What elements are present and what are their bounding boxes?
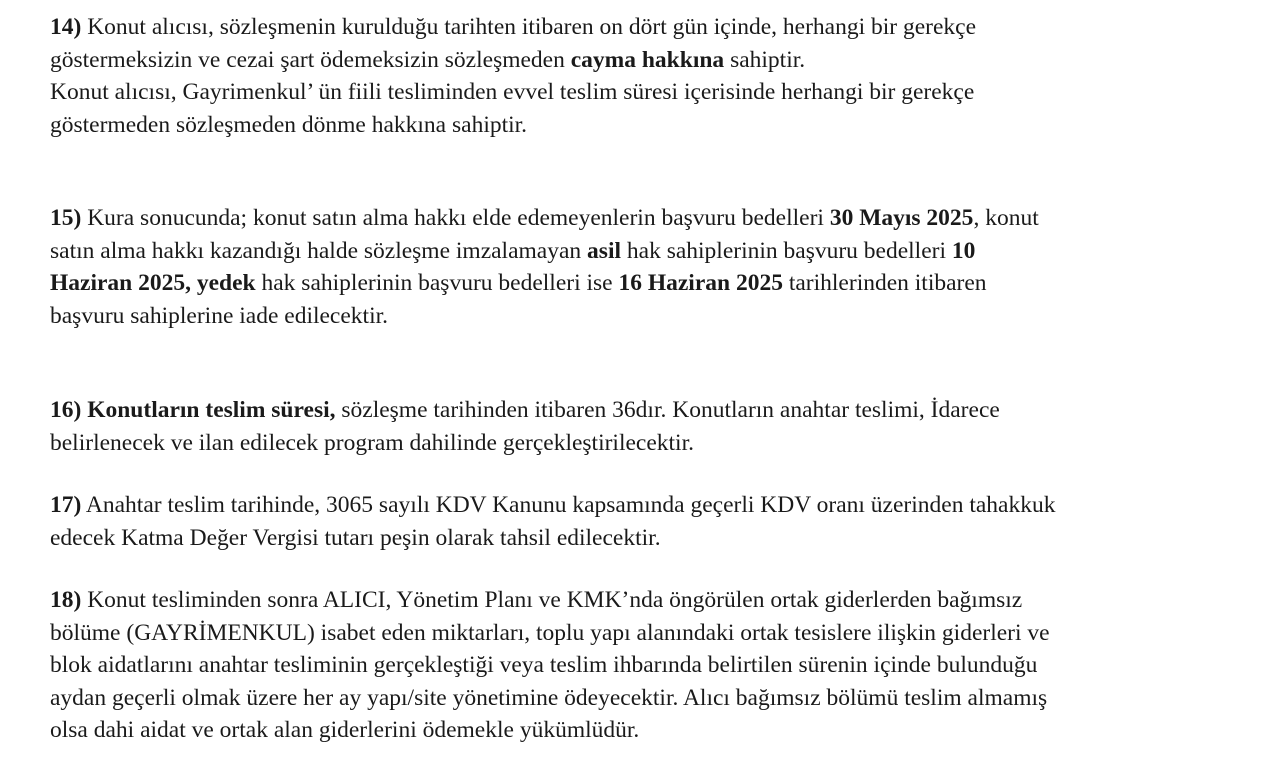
clause-17 xyxy=(50,489,1250,554)
clause-15-text-4: hak sahiplerinin başvuru bedelleri xyxy=(621,237,952,264)
clause-17-text-1: Anahtar teslim tarihinde, 3065 sayılı KDV Kanunu kapsamında geçerli KDV oranı üzerinden tahakkuk xyxy=(81,492,1056,518)
clause-17-text-2: edecek Katma Değer Vergisi tutarı peşin olarak tahsil edilecektir. xyxy=(50,524,661,551)
clause-15-bold-date-2: 16 Haziran 2025 xyxy=(618,270,783,296)
clause-14 xyxy=(50,11,1250,141)
clause-15 xyxy=(50,202,1250,332)
clause-15-text-2: , konut xyxy=(973,205,1039,231)
clause-14-text-2: göstermeksizin ve cezai şart ödemeksizin sözleşmeden xyxy=(50,46,571,73)
clause-15-bold-haziran-yedek: Haziran 2025, yedek xyxy=(50,270,256,296)
clause-16-number: 16) xyxy=(50,397,82,423)
clause-16 xyxy=(50,394,1250,459)
clause-14-text-4: Konut alıcısı, Gayrimenkul’ ün fiili tesliminden evvel teslim süresi içerisinde herhangi bir gerekçe xyxy=(50,79,975,105)
clause-15-bold-asil: asil xyxy=(587,237,622,264)
clause-16-text-2: belirlenecek ve ilan edilecek program dahilinde gerçekleştirilecektir. xyxy=(50,429,694,456)
clause-18-text-4: aydan geçerli olmak üzere her ay yapı/site yönetimine ödeyecektir. Alıcı bağımsız bölümü teslim almamış xyxy=(50,684,1048,711)
clause-15-bold-date-1: 30 Mayıs 2025 xyxy=(829,205,974,231)
clause-14-text-3: sahiptir. xyxy=(724,46,806,73)
clause-14-number: 14) xyxy=(50,14,82,40)
clause-16-text-1: sözleşme tarihinden itibaren 36dır. Konutların anahtar teslimi, İdarece xyxy=(335,397,1000,423)
clause-14-text-5: göstermeden sözleşmeden dönme hakkına sahiptir. xyxy=(50,111,528,138)
clause-15-text-6: tarihlerinden itibaren xyxy=(782,270,987,296)
clause-18 xyxy=(50,584,1250,747)
clause-15-text-1: Kura sonucunda; konut satın alma hakkı elde edemeyenlerin başvuru bedelleri xyxy=(81,205,830,231)
clause-18-text-1: Konut tesliminden sonra ALICI, Yönetim Planı ve KMK’nda öngörülen ortak giderlerden bağımsız xyxy=(81,587,1023,613)
clause-18-text-5: olsa dahi aidat ve ortak alan giderlerini ödemekle yükümlüdür. xyxy=(50,717,640,743)
clause-15-text-5: hak sahiplerinin başvuru bedelleri ise xyxy=(255,270,619,296)
clause-15-text-7: başvuru sahiplerine iade edilecektir. xyxy=(50,302,389,329)
clause-16-bold-teslim-suresi: Konutların teslim süresi, xyxy=(81,397,336,423)
clause-14-text-1: Konut alıcısı, sözleşmenin kurulduğu tarihten itibaren on dört gün içinde, herhangi bir gerekçe xyxy=(81,14,977,40)
clause-15-number: 15) xyxy=(50,205,82,231)
clause-18-number: 18) xyxy=(50,587,82,613)
clause-17-number: 17) xyxy=(50,492,82,518)
clause-18-text-3: blok aidatlarını anahtar tesliminin gerçekleştiği veya teslim ihbarında belirtilen sürenin içinde bulunduğu xyxy=(50,652,1038,678)
clause-15-bold-10: 10 xyxy=(951,237,976,264)
clause-15-text-3: satın alma hakkı kazandığı halde sözleşme imzalamayan xyxy=(50,237,588,264)
clause-18-text-2: bölüme (GAYRİMENKUL) isabet eden miktarları, toplu yapı alanındaki ortak tesislere ilişkin giderleri ve xyxy=(50,619,1050,646)
clause-14-bold-cayma: cayma hakkına xyxy=(570,46,725,73)
